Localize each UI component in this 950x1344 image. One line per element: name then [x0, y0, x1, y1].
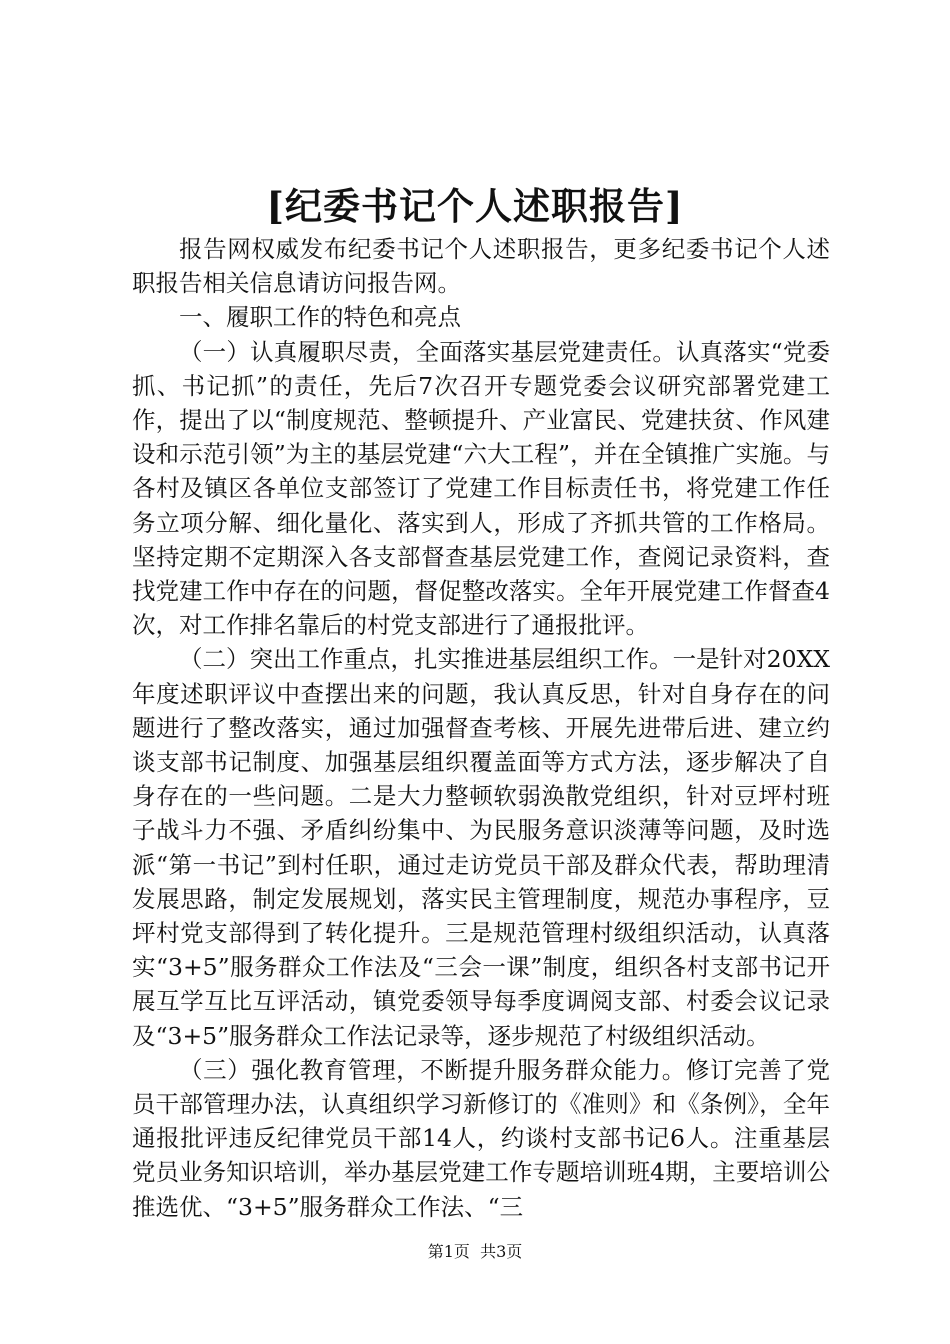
document-title: [纪委书记个人述职报告]	[266, 184, 684, 228]
intro-paragraph: 报告网权威发布纪委书记个人述职报告，更多纪委书记个人述职报告相关信息请访问报告网。	[132, 235, 830, 298]
section-heading: 一、履职工作的特色和亮点	[179, 303, 461, 332]
page-number-label: 第1页 共3页	[427, 1242, 523, 1261]
paragraph-one: （一）认真履职尽责，全面落实基层党建责任。认真落实“党委抓、书记抓”的责任，先后7次召开专题党委会议研究部署党建工作，提出了以“制度规范、整顿提升、产业富民、党建扶贫、作风建设和示范引领”为主的基层党建“六大工程”，并在全镇推广实施。与各村及镇区各单位支部签订了党建工作目标责任书，将党建工作任务立项分解、细化量化、落实到人，形成了齐抓共管的工作格局。坚持定期不定期深入各支部督查基层党建工作，查阅记录资料，查找党建工作中存在的问题，督促整改落实。全年开展党建工作督查4次，对工作排名靠后的村党支部进行了通报批评。	[132, 337, 830, 640]
document-body	[132, 232, 830, 1224]
paragraph-three: （三）强化教育管理，不断提升服务群众能力。修订完善了党员干部管理办法，认真组织学习新修订的《准则》和《条例》，全年通报批评违反纪律党员干部14人，约谈村支部书记6人。注重基层党员业务知识培训，举办基层党建工作专题培训班4期，主要培训公推选优、“3+5”服务群众工作法、“三	[132, 1055, 830, 1221]
paragraph-two: （二）突出工作重点，扎实推进基层组织工作。一是针对20XX年度述职评议中查摆出来的问题，我认真反思，针对自身存在的问题进行了整改落实，通过加强督查考核、开展先进带后进、建立约谈支部书记制度、加强基层组织覆盖面等方式方法，逐步解决了自身存在的一些问题。二是大力整顿软弱涣散党组织，针对豆坪村班子战斗力不强、矛盾纠纷集中、为民服务意识淡薄等问题，及时选派“第一书记”到村任职，通过走访党员干部及群众代表，帮助理清发展思路，制定发展规划，落实民主管理制度，规范办事程序，豆坪村党支部得到了转化提升。三是规范管理村级组织活动，认真落实“3+5”服务群众工作法及“三会一课”制度，组织各村支部书记开展互学互比互评活动，镇党委领导每季度调阅支部、村委会议记录及“3+5”服务群众工作法记录等，逐步规范了村级组织活动。	[132, 645, 830, 1050]
page-footer	[0, 1242, 950, 1262]
